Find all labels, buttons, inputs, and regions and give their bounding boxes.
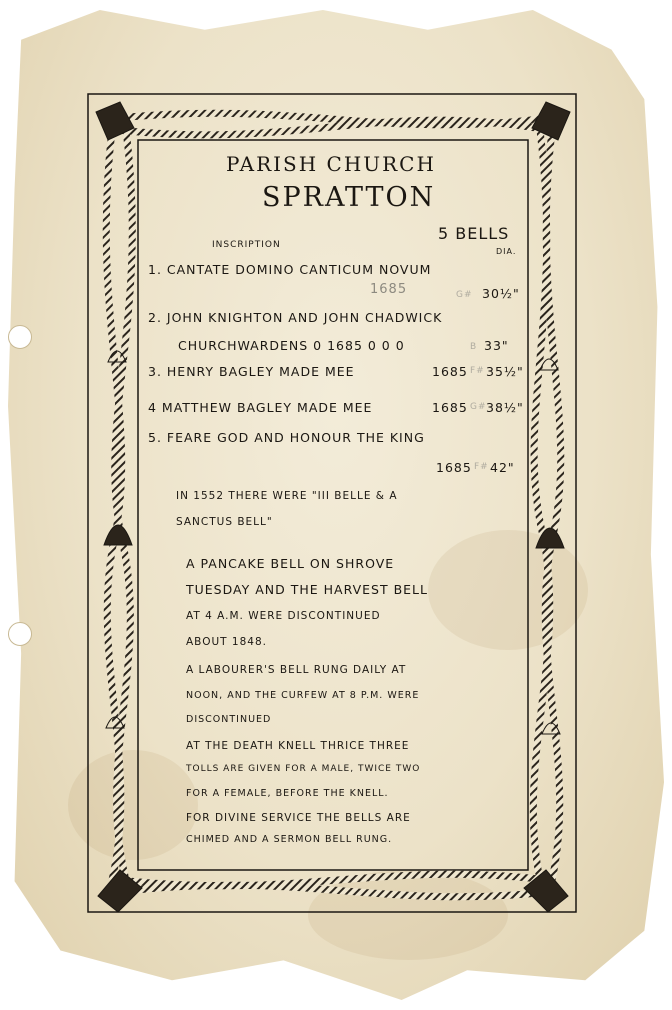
note-line: NOON, AND THE CURFEW AT 8 P.M. WERE (186, 690, 420, 701)
bell-3-inscription: 3. HENRY BAGLEY MADE MEE (148, 364, 355, 379)
bell-3-note: F# (470, 366, 485, 376)
note-line: AT 4 A.M. WERE DISCONTINUED (186, 610, 381, 622)
bell-5-diameter: 42" (490, 460, 515, 475)
bell-3-year: 1685 (432, 364, 468, 379)
bell-2-diameter: 33" (484, 338, 509, 353)
note-line: DISCONTINUED (186, 714, 272, 725)
note-line: TUESDAY AND THE HARVEST BELL (186, 582, 428, 597)
title-line-2: SPRATTON (262, 182, 436, 213)
bell-5-inscription: 5. FEARE GOD AND HONOUR THE KING (148, 430, 425, 445)
bell-4-note: G# (470, 402, 487, 412)
bell-1-inscription: 1. CANTATE DOMINO CANTICUM NOVUM (148, 262, 432, 277)
note-line: IN 1552 THERE WERE "III BELLE & A (176, 490, 398, 502)
bell-1-year: 1685 (370, 282, 408, 297)
bell-5-note: F# (474, 462, 489, 472)
bell-2-note: B (470, 342, 478, 352)
inscription-label: INSCRIPTION (212, 240, 281, 250)
bell-3-diameter: 35½" (486, 364, 524, 379)
note-line: FOR A FEMALE, BEFORE THE KNELL. (186, 788, 389, 799)
bells-count: 5 BELLS (438, 224, 510, 243)
note-line: AT THE DEATH KNELL THRICE THREE (186, 740, 410, 752)
bell-4-year: 1685 (432, 400, 468, 415)
note-line: A LABOURER'S BELL RUNG DAILY AT (186, 664, 407, 676)
note-line: CHIMED AND A SERMON BELL RUNG. (186, 834, 393, 845)
bell-4-inscription: 4 MATTHEW BAGLEY MADE MEE (148, 400, 373, 415)
note-line: ABOUT 1848. (186, 636, 267, 648)
title-line-1: PARISH CHURCH (226, 152, 436, 176)
bell-2-inscription-2: CHURCHWARDENS 0 1685 0 0 0 (178, 338, 405, 353)
note-line: A PANCAKE BELL ON SHROVE (186, 556, 395, 571)
bell-1-note: G# (456, 290, 473, 300)
bell-4-diameter: 38½" (486, 400, 524, 415)
bell-5-year: 1685 (436, 460, 472, 475)
bell-2-inscription: 2. JOHN KNIGHTON AND JOHN CHADWICK (148, 310, 443, 325)
dia-label: DIA. (496, 247, 517, 256)
note-line: FOR DIVINE SERVICE THE BELLS ARE (186, 812, 411, 824)
note-line: SANCTUS BELL" (176, 516, 273, 528)
bell-1-diameter: 30½" (482, 286, 520, 301)
note-line: TOLLS ARE GIVEN FOR A MALE, TWICE TWO (186, 764, 421, 774)
